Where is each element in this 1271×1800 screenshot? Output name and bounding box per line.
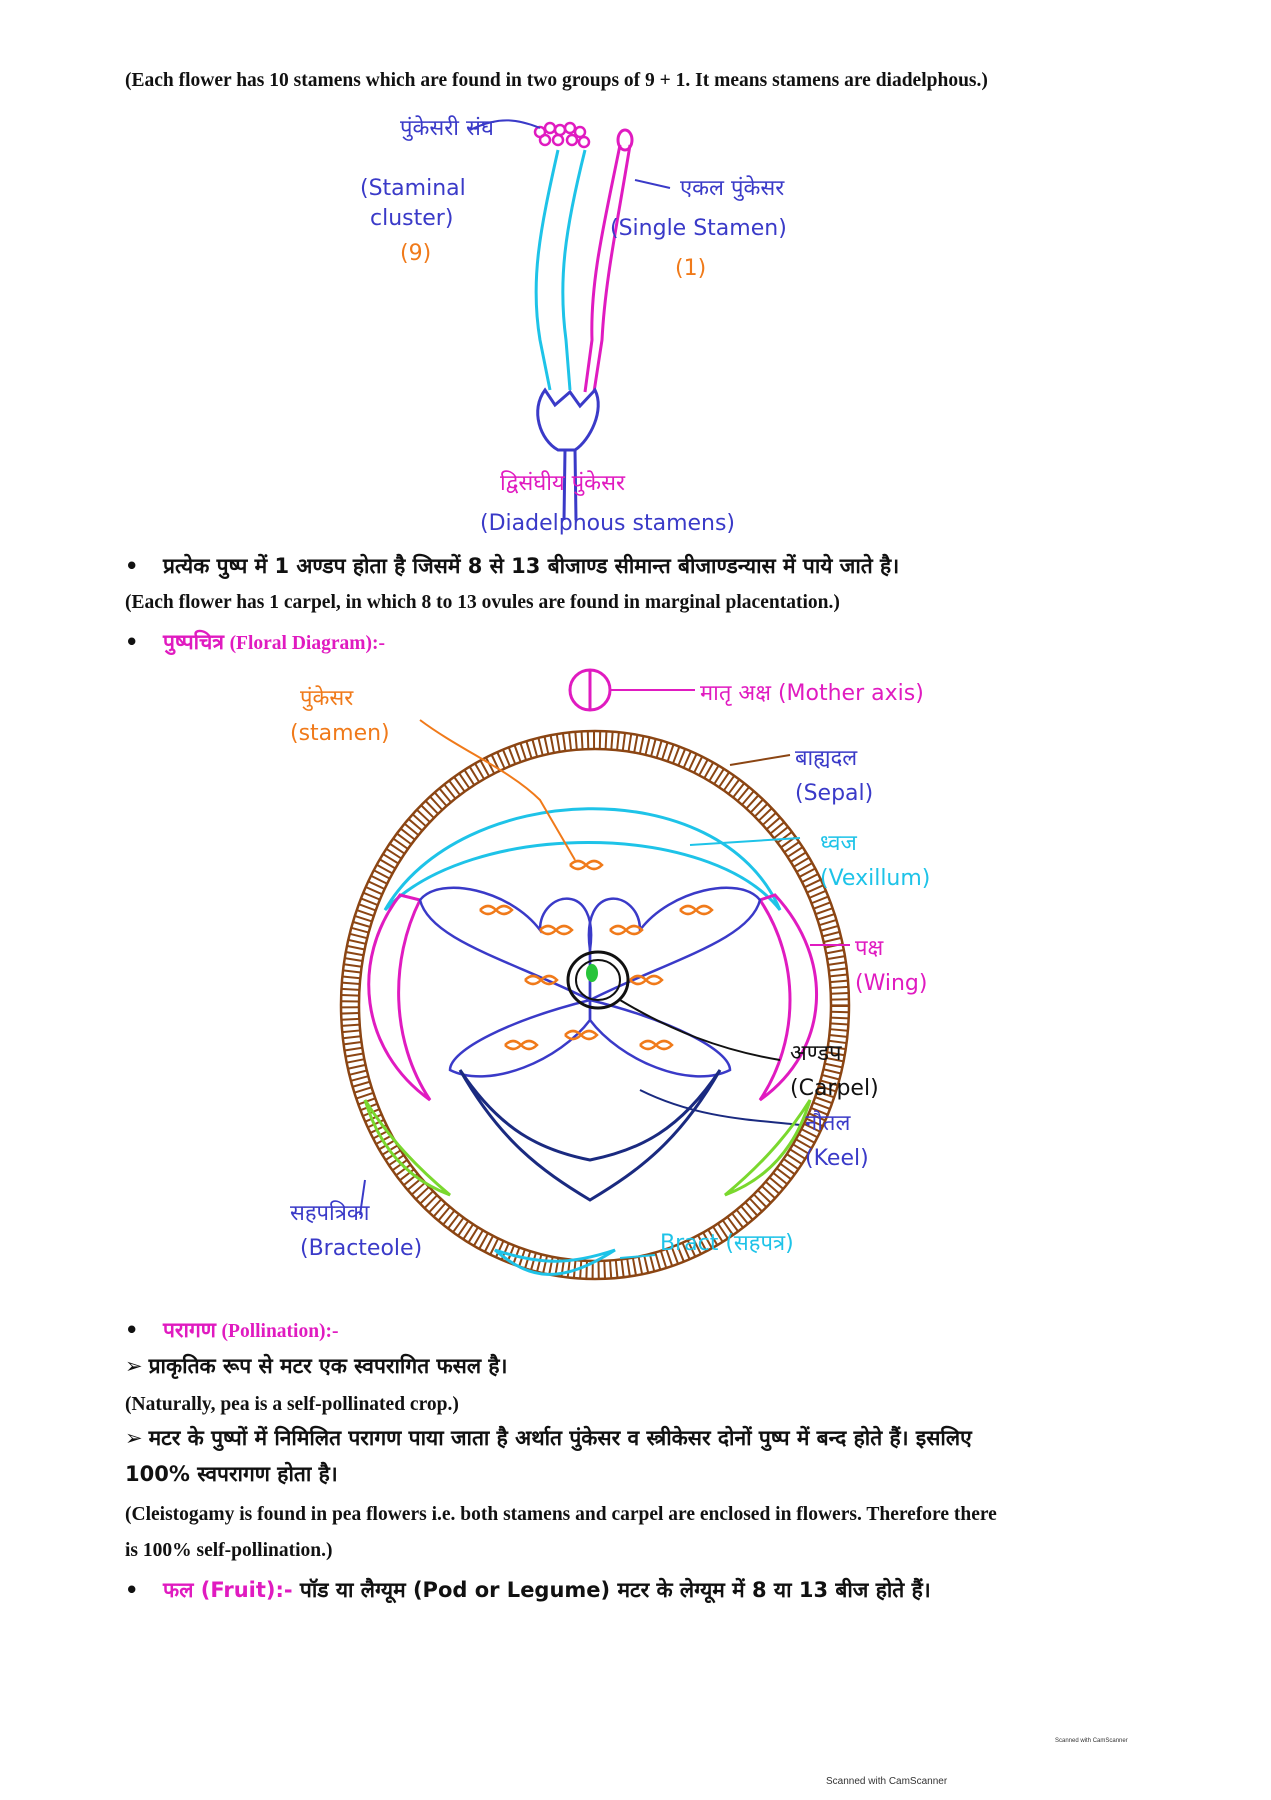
pollination-line-2-text: मटर के पुष्पों में निमिलित परागण पाया जाता है अर्थात पुंकेसर व स्त्रीकेसर दोनों पुष्प में बन्द होते हैं। इसलिए [148,1426,972,1450]
stamen-english-label: (stamen) [290,721,390,746]
bracteole-english-label: (Bracteole) [300,1236,423,1261]
bullet: • [125,554,139,578]
bullet: • [125,630,139,654]
sepal-ring [350,740,840,1270]
fruit-text: पॉड या लैग्यूम (Pod or Legume) मटर के लेग्यूम में 8 या 13 बीज होते हैं। [299,1578,931,1602]
pollination-line-1 [125,1352,1211,1380]
single-stamen-english-label: (Single Stamen) [610,216,787,241]
pollination-line-2 [125,1424,1211,1452]
carpel-english-label: (Carpel) [790,1076,879,1101]
carpel-hindi-text: प्रत्येक पुष्प में 1 अण्डप होता है जिसमें 8 से 13 बीजाण्ड सीमान्त बीजाण्डन्यास में पाये जाते है। [163,554,900,578]
pollination-line-2b: 100% स्वपरागण होता है। [125,1462,338,1486]
diadelphous-hindi-caption: द्विसंघीय पुंकेसर [500,471,625,496]
bracteole-hindi-label: सहपत्रिका [290,1201,370,1226]
carpel-hindi-label: अण्डप [790,1041,842,1066]
pollination-line-1-text: प्राकृतिक रूप से मटर एक स्वपरागित फसल है। [148,1354,508,1378]
carpel-hindi-line [125,552,1211,580]
floral-diagram-heading-hindi: पुष्पचित्र [163,630,224,654]
bullet: • [125,1578,139,1602]
pollination-heading [125,1316,1211,1344]
single-stamen-hindi-label: एकल पुंकेसर [680,176,785,201]
staminal-cluster-english-label-2: cluster) [370,206,454,231]
right-wing [760,895,817,1100]
scanner-watermark-small: Scanned with CamScanner [1055,1738,1128,1744]
fruit-line [125,1576,1211,1604]
carpel-english-line: (Each flower has 1 carpel, in which 8 to 13 ovules are found in marginal placentation.) [125,592,840,613]
left-wing [369,895,430,1100]
bract-label: Bract (सहपत्र) [660,1231,794,1256]
single-stamen-count: (1) [675,256,707,281]
pollination-line-1-english: (Naturally, pea is a self-pollinated crop.) [125,1394,459,1415]
floral-diagram-heading [125,628,1211,656]
pollination-heading-english: (Pollination):- [221,1321,339,1342]
sepal-hindi-label: बाह्यदल [795,746,858,771]
fruit-label: फल (Fruit):- [163,1578,293,1602]
vexillum [385,809,780,910]
stamens [480,861,712,1049]
arrow-icon: ➢ [125,1426,143,1450]
staminal-cluster-hindi-label: पुंकेसरी संघ [400,116,494,141]
arrow-icon: ➢ [125,1354,143,1378]
stamen-hindi-label: पुंकेसर [300,686,354,711]
mother-axis-label: मातृ अक्ष (Mother axis) [700,681,924,706]
wing-hindi-label: पक्ष [855,936,884,961]
sepal-english-label: (Sepal) [795,781,874,806]
floral-diagram-heading-english: (Floral Diagram):- [229,633,385,654]
pollination-line-2-english-b: is 100% self-pollination.) [125,1540,333,1561]
floral-diagram-figure [290,660,1010,1300]
staminal-cluster-english-label: (Staminal [360,176,466,201]
keel-hindi-label: नौतल [805,1111,851,1136]
keel [460,1070,720,1200]
vexillum-english-label: (Vexillum) [820,866,931,891]
diadelphous-stamens-figure [360,110,840,536]
wing-english-label: (Wing) [855,971,928,996]
keel-english-label: (Keel) [805,1146,869,1171]
scanner-watermark: Scanned with CamScanner [826,1776,948,1787]
stamens-caption: (Each flower has 10 stamens which are found in two groups of 9 + 1. It means stamens are diadelphous.) [125,70,988,91]
pollination-line-2-english: (Cleistogamy is found in pea flowers i.e. both stamens and carpel are enclosed in flowers. Therefore there [125,1504,997,1525]
pollination-heading-hindi: परागण [163,1318,216,1342]
vexillum-hindi-label: ध्वज [820,831,857,856]
diadelphous-english-caption: (Diadelphous stamens) [480,511,736,536]
staminal-cluster-count: (9) [400,241,432,266]
bullet: • [125,1318,139,1342]
